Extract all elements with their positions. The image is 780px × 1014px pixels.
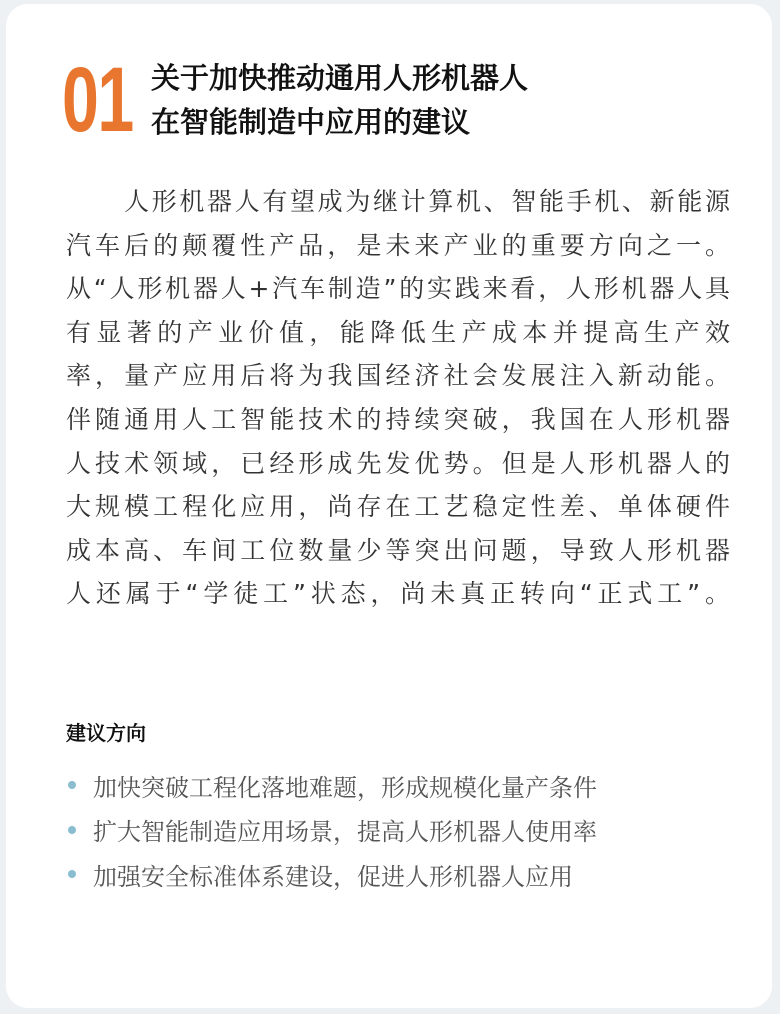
list-item-text: 扩大智能制造应用场景，提高人形机器人使用率 — [93, 818, 597, 847]
list-item — [66, 763, 597, 808]
body-line: 率，量产应用后将为我国经济社会发展注入新动能。 — [66, 361, 730, 391]
list-item — [66, 808, 597, 853]
body-line: 成本高、车间工位数量少等突出问题，导致人形机器 — [66, 535, 730, 565]
list-item-text: 加快突破工程化落地难题，形成规模化量产条件 — [93, 773, 597, 802]
body-line: 汽车后的颠覆性产品，是未来产业的重要方向之一。 — [66, 230, 730, 260]
body-line: 人还属于“学徒工”状态，尚未真正转向“正式工”。 — [66, 579, 730, 609]
bullet-icon — [68, 826, 76, 834]
body-line: 伴随通用人工智能技术的持续突破，我国在人形机器 — [66, 404, 730, 434]
section-title — [151, 56, 528, 144]
list-item-text: 加强安全标准体系建设，促进人形机器人应用 — [93, 862, 573, 891]
body-line: 有显著的产业价值，能降低生产成本并提高生产效 — [66, 317, 730, 347]
body-line: 从“人形机器人+汽车制造”的实践来看，人形机器人具 — [66, 274, 730, 304]
bullet-icon — [68, 781, 76, 789]
bullet-icon — [68, 870, 76, 878]
body-line: 人技术领域，已经形成先发优势。但是人形机器人的 — [66, 448, 730, 478]
body-paragraph — [66, 180, 730, 616]
suggestions-list — [66, 763, 597, 897]
article-card — [6, 4, 772, 1008]
body-line: 大规模工程化应用，尚存在工艺稳定性差、单体硬件 — [66, 492, 730, 522]
section-number: 01 — [62, 49, 133, 151]
body-line: 人形机器人有望成为继计算机、智能手机、新能源 — [124, 187, 730, 216]
suggestions-heading: 建议方向 — [66, 721, 146, 745]
title-line: 关于加快推动通用人形机器人 — [151, 61, 529, 95]
title-line: 在智能制造中应用的建议 — [151, 105, 471, 139]
list-item — [66, 852, 597, 897]
